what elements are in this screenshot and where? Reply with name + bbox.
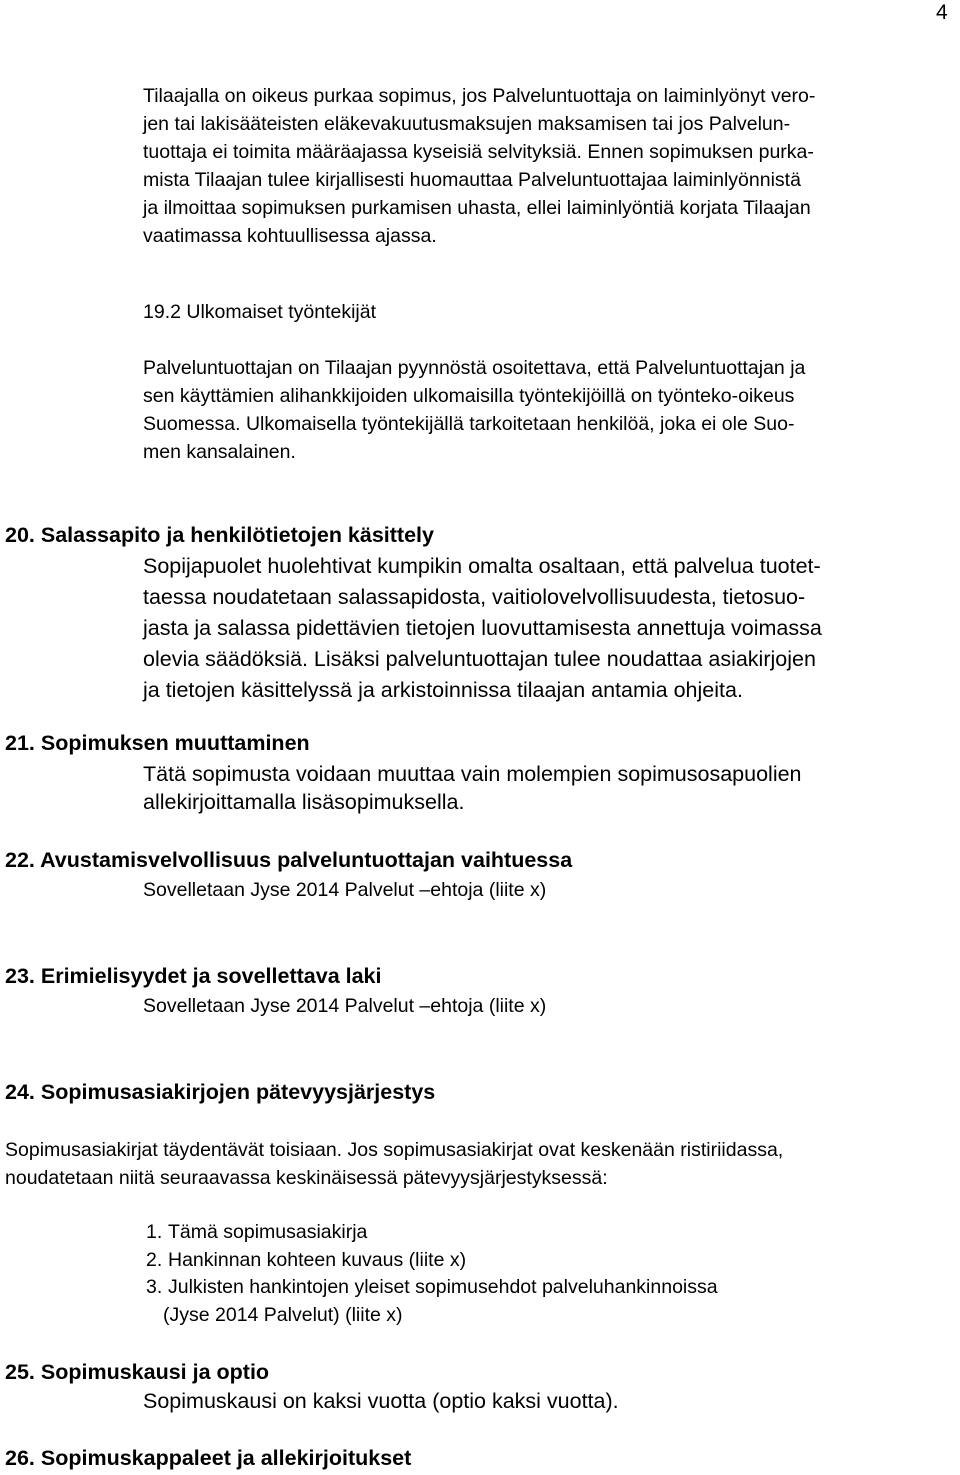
section-title: Erimielisyydet ja sovellettava laki — [40, 964, 382, 988]
list-item-number: 1. — [146, 1221, 163, 1243]
section-number: 20. — [5, 523, 35, 547]
list-item-continuation: (Jyse 2014 Palvelut) (liite x) — [163, 1304, 403, 1326]
list-item-text: Tämä sopimusasiakirja — [168, 1221, 368, 1243]
paragraph-line: taessa noudatetaan salassapidosta, vaitiolovelvollisuudesta, tietosuo- — [143, 585, 806, 609]
list-item-text: Hankinnan kohteen kuvaus (liite x) — [168, 1249, 467, 1271]
paragraph-line: Sovelletaan Jyse 2014 Palvelut –ehtoja (liite x) — [143, 879, 547, 901]
section-heading — [5, 728, 310, 759]
section-title: Sopimuskappaleet ja allekirjoitukset — [40, 1446, 412, 1470]
section-title: Avustamisvelvollisuus palveluntuottajan vaihtuessa — [40, 848, 573, 872]
list-item-number: 3. — [146, 1276, 163, 1298]
list-item — [146, 1246, 466, 1274]
list-item — [146, 1273, 718, 1301]
section-number: 26. — [5, 1446, 35, 1470]
paragraph-line: Sovelletaan Jyse 2014 Palvelut –ehtoja (liite x) — [143, 995, 547, 1017]
paragraph-line: Suomessa. Ulkomaisella työntekijällä tarkoitetaan henkilöä, joka ei ole Suo- — [143, 413, 795, 435]
list-item-text: Julkisten hankintojen yleiset sopimusehdot palveluhankinnoissa — [168, 1276, 718, 1298]
section-number: 25. — [5, 1360, 35, 1384]
paragraph-line: noudatetaan niitä seuraavassa keskinäisessä pätevyysjärjestyksessä: — [5, 1167, 608, 1189]
paragraph-line: vaatimassa kohtuullisessa ajassa. — [143, 225, 437, 247]
paragraph-line: sen käyttämien alihankkijoiden ulkomaisilla työntekijöillä on työnteko-oikeus — [143, 385, 795, 407]
paragraph-line: jasta ja salassa pidettävien tietojen luovuttamisesta annettuja voimassa — [143, 616, 822, 640]
section-heading — [5, 520, 434, 551]
section-number: 23. — [5, 964, 35, 988]
page-number: 4 — [936, 1, 948, 24]
paragraph-line: tuottaja ei toimita määräajassa kyseisiä selvityksiä. Ennen sopimuksen purka- — [143, 141, 814, 163]
section-number: 22. — [5, 848, 35, 872]
section-heading — [5, 845, 572, 876]
paragraph-line: Tätä sopimusta voidaan muuttaa vain molempien sopimusosapuolien — [143, 762, 802, 786]
list-item — [146, 1218, 367, 1246]
section-title: Sopimuksen muuttaminen — [40, 731, 310, 755]
section-number: 24. — [5, 1080, 35, 1104]
paragraph-line: Sopimusasiakirjat täydentävät toisiaan. Jos sopimusasiakirjat ovat keskenään ristiriidassa, — [5, 1139, 784, 1161]
paragraph-line: jen tai lakisääteisten eläkevakuutusmaksujen maksamisen tai jos Palvelun- — [143, 113, 791, 135]
paragraph-line: Tilaajalla on oikeus purkaa sopimus, jos Palveluntuottaja on laiminlyönyt vero- — [143, 85, 816, 107]
section-heading — [5, 1357, 269, 1388]
paragraph-line: Sopimuskausi on kaksi vuotta (optio kaksi vuotta). — [143, 1389, 619, 1413]
section-title: Salassapito ja henkilötietojen käsittely — [40, 523, 434, 547]
paragraph-line: olevia säädöksiä. Lisäksi palveluntuottajan tulee noudattaa asiakirjojen — [143, 647, 816, 671]
section-heading — [5, 1443, 411, 1474]
section-heading — [5, 961, 381, 992]
section-heading — [5, 1077, 435, 1108]
section-title: Sopimuskausi ja optio — [40, 1360, 270, 1384]
section-number: 21. — [5, 731, 35, 755]
section-title: Sopimusasiakirjojen pätevyysjärjestys — [40, 1080, 436, 1104]
paragraph-line: ja tietojen käsittelyssä ja arkistoinnissa tilaajan antamia ohjeita. — [143, 678, 743, 702]
paragraph-line: Sopijapuolet huolehtivat kumpikin omalta osaltaan, että palvelua tuotet- — [143, 554, 821, 578]
paragraph-line: Palveluntuottajan on Tilaajan pyynnöstä osoitettava, että Palveluntuottajan ja — [143, 357, 806, 379]
list-item-number: 2. — [146, 1249, 163, 1271]
paragraph-line: ja ilmoittaa sopimuksen purkamisen uhasta, ellei laiminlyöntiä korjata Tilaajan — [143, 197, 811, 219]
paragraph-line: men kansalainen. — [143, 441, 296, 463]
paragraph-line: allekirjoittamalla lisäsopimuksella. — [143, 790, 465, 814]
section-heading: 19.2 Ulkomaiset työntekijät — [143, 301, 377, 323]
paragraph-line: mista Tilaajan tulee kirjallisesti huomauttaa Palveluntuottajaa laiminlyönnistä — [143, 169, 801, 191]
